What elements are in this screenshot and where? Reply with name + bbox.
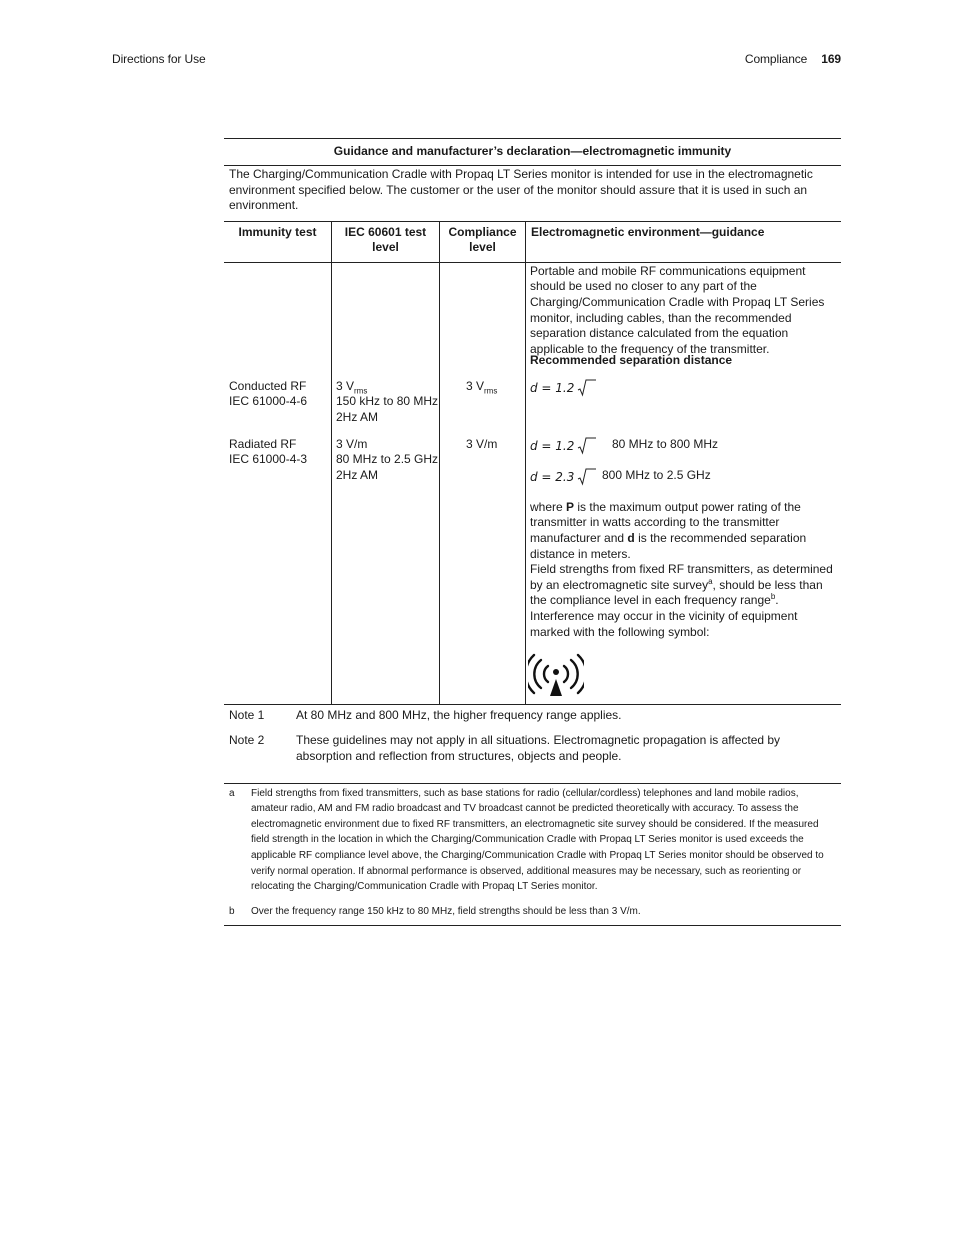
footnote-a: a Field strengths from fixed transmitters, such as base stations for radio (cellular/cordless) telephones and land mobile radios, amateur radio, AM and FM radio broadcast and TV broadcast cannot be predicted theoretically with accuracy. To assess the electromagnetic environment due to fixed RF transmitters, an electromagnetic site survey should be considered. If the measured field strength in the location in which the Charging/Communication Cradle with Propaq LT Series monitor is used exceeds the applicable RF compliance level above, the Charging/Communication Cradle with Propaq LT Series monitor should be observed to verify normal operation. If abnormal performance is observed, additional measures may be necessary, such as reorienting or relocating the Charging/Communication Cradle with Propaq LT Series monitor. (229, 787, 824, 893)
column-header-compliance-level: Compliance level (440, 222, 526, 263)
table-row (224, 262, 841, 704)
running-header-title: Directions for Use (112, 52, 206, 66)
radiated-rf-level: 3 V/m 80 MHz to 2.5 GHz 2Hz AM (336, 436, 439, 482)
column-header-immunity-test: Immunity test (224, 222, 332, 263)
square-root-icon (577, 468, 597, 486)
note-1: Note 1 At 80 MHz and 800 MHz, the higher frequency range applies. (229, 707, 622, 722)
immunity-declaration-table (224, 138, 841, 926)
notes-section (224, 704, 841, 783)
radiated-rf-compliance: 3 V/m (466, 436, 498, 451)
radiated-range-2: 800 MHz to 2.5 GHz (602, 467, 711, 482)
column-header-guidance: Electromagnetic environment—guidance (526, 222, 842, 263)
guidance-intro: Portable and mobile RF communications equipment should be used no closer to any part of the Charging/Communication Cradle with Propaq LT Series monitor, including cables, than the recommended separation distance calculated from the equation applicable to the frequency of the transmitter. (530, 263, 825, 356)
where-paragraph: where P is the maximum output power rating of the transmitter in watts according to the transmitter manufacturer and d is the recommended separation distance in meters. (530, 499, 807, 561)
radiated-rf-test: Radiated RF IEC 61000-4-3 (229, 436, 308, 467)
radiated-range-1: 80 MHz to 800 MHz (612, 436, 719, 451)
non-ionizing-radiation-icon (528, 652, 584, 703)
conducted-rf-test: Conducted RF IEC 61000-4-6 (229, 378, 308, 409)
column-header-row (224, 222, 841, 263)
table-title: Guidance and manufacturer’s declaration—electromagnetic immunity (333, 144, 732, 159)
note-2: Note 2 These guidelines may not apply in all situations. Electromagnetic propagation is affected by absorption and reflection from structures, objects and people. (229, 733, 781, 763)
conducted-formula: d = 1.2 (530, 379, 597, 397)
footnotes-section (224, 783, 841, 927)
column-header-test-level: IEC 60601 test level (332, 222, 440, 263)
field-strength-paragraph: Field strengths from fixed RF transmitters, as determined by an electromagnetic site survey$^a$, should be less than the compliance level in each frequency range$^b$. (530, 562, 833, 608)
table-intro: The Charging/Communication Cradle with Propaq LT Series monitor is intended for use in the electromagnetic environment specified below. The customer or the user of the monitor should assure that it is used in such an environment. (229, 167, 813, 213)
recommended-distance-heading: Recommended separation distance (530, 352, 733, 367)
interference-paragraph: Interference may occur in the vicinity of equipment marked with the following symbol: (530, 608, 798, 639)
square-root-icon (577, 379, 597, 397)
section-name: Compliance (744, 52, 808, 66)
conducted-rf-level: 3 $V_{rms}$ 150 kHz to 80 MHz 2Hz AM (336, 378, 439, 424)
page-number: 169 (821, 52, 841, 66)
radiated-formula-2: d = 2.3 (530, 468, 597, 486)
conducted-rf-compliance: 3 $V_{rms}$ (466, 378, 498, 396)
immunity-grid (224, 222, 841, 704)
square-root-icon (577, 437, 597, 455)
running-header-right (745, 52, 841, 66)
footnote-b: b Over the frequency range 150 kHz to 80 MHz, field strengths should be less than 3 V/m. (229, 905, 641, 917)
guidance-details (530, 500, 840, 640)
radiated-formula-1: d = 1.2 (530, 437, 597, 455)
